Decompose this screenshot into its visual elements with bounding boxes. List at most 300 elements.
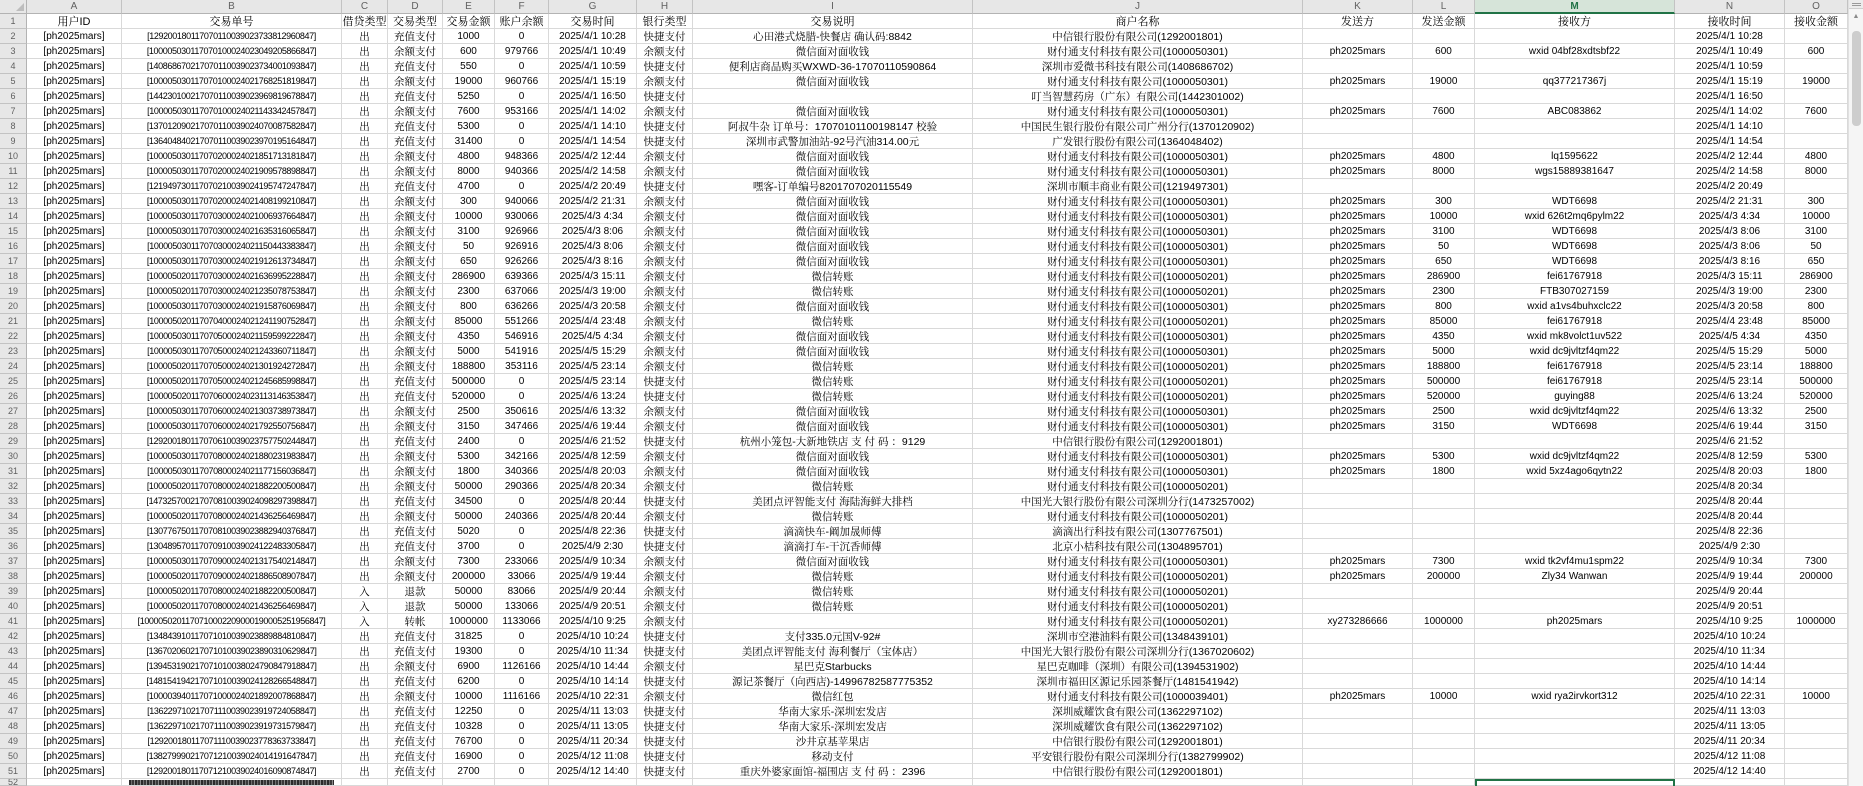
cell[interactable]: [100005030117070200024021909578898847] [122,164,342,179]
cell[interactable]: 2025/4/3 8:06 [1675,239,1785,254]
cell[interactable]: 800 [1785,299,1848,314]
header-cell[interactable]: 接收方 [1475,14,1675,29]
cell[interactable]: 财付通支付科技有限公司(1000050201) [973,569,1303,584]
cell[interactable]: 充值支付 [388,719,443,734]
cell[interactable]: 960766 [495,74,549,89]
cell[interactable]: 出 [342,539,388,554]
cell[interactable]: 50 [1413,239,1475,254]
cell[interactable]: 余额支付 [637,224,693,239]
cell[interactable]: 600 [443,44,495,59]
cell[interactable]: 0 [495,719,549,734]
cell[interactable]: wxid 5xz4ago6qytn22 [1475,464,1675,479]
cell[interactable]: 深圳市福田区源记乐园茶餐厅(1481541942) [973,674,1303,689]
cell[interactable]: 2025/4/10 11:34 [549,644,637,659]
row-number[interactable]: 34 [0,509,27,524]
cell[interactable]: ph2025mars [1303,689,1413,704]
cell[interactable]: 充值支付 [388,494,443,509]
cell[interactable]: 600 [1785,44,1848,59]
cell[interactable] [1413,134,1475,149]
column-header-g[interactable]: G [549,0,637,14]
cell[interactable]: 50000 [443,479,495,494]
cell[interactable]: 出 [342,314,388,329]
cell[interactable]: 微信面对面收钱 [693,239,973,254]
cell[interactable]: 叮当智慧药房（广东）有限公司(1442301002) [973,89,1303,104]
row-number[interactable]: 13 [0,194,27,209]
cell[interactable]: 2025/4/9 2:30 [1675,539,1785,554]
cell[interactable]: 微信面对面收钱 [693,44,973,59]
cell[interactable]: ph2025mars [1303,224,1413,239]
cell[interactable]: 余额支付 [388,194,443,209]
cell[interactable]: 出 [342,179,388,194]
cell[interactable]: xy273286666 [1303,614,1413,629]
cell[interactable]: 2025/4/10 10:24 [549,629,637,644]
cell[interactable]: 2025/4/5 23:14 [1675,359,1785,374]
cell[interactable] [973,779,1303,786]
cell[interactable]: 充值支付 [388,704,443,719]
cell[interactable]: 2025/4/3 20:58 [1675,299,1785,314]
cell[interactable] [1785,644,1848,659]
cell[interactable]: 快捷支付 [637,749,693,764]
cell[interactable]: 2025/4/8 22:36 [549,524,637,539]
cell[interactable]: 85000 [1413,314,1475,329]
cell[interactable]: 财付通支付科技有限公司(1000050201) [973,284,1303,299]
header-cell[interactable]: 交易说明 [693,14,973,29]
cell[interactable]: 33066 [495,569,549,584]
cell[interactable]: 3150 [1785,419,1848,434]
cell[interactable]: 3150 [1413,419,1475,434]
cell[interactable]: 10000 [1413,689,1475,704]
row-number[interactable]: 9 [0,134,27,149]
cell[interactable]: 0 [495,629,549,644]
cell[interactable]: 充值支付 [388,119,443,134]
cell[interactable]: 余额支付 [637,584,693,599]
cell[interactable]: [100005020117070800024021882200500847] [122,584,342,599]
cell[interactable]: 2025/4/9 20:51 [549,599,637,614]
cell[interactable]: [1000050201170710002209000190005251956847] [122,614,342,629]
cell[interactable] [1413,509,1475,524]
cell[interactable]: 2025/4/1 10:28 [549,29,637,44]
cell[interactable]: 2025/4/1 14:54 [549,134,637,149]
cell[interactable]: 财付通支付科技有限公司(1000050301) [973,329,1303,344]
cell[interactable]: 余额支付 [637,209,693,224]
vertical-scrollbar[interactable] [1848,0,1863,786]
cell[interactable]: 2025/4/1 16:50 [1675,89,1785,104]
cell[interactable]: 微信面对面收钱 [693,554,973,569]
cell[interactable]: [100005030117070600024021303738973847] [122,404,342,419]
cell[interactable]: 阿叔牛杂 订单号：17070101100198147 校验 [693,119,973,134]
cell[interactable]: 0 [495,644,549,659]
cell[interactable]: 出 [342,749,388,764]
cell[interactable]: 2025/4/9 2:30 [549,539,637,554]
cell[interactable]: 快捷支付 [637,494,693,509]
cell[interactable]: 余额支付 [637,614,693,629]
cell[interactable] [1785,749,1848,764]
cell[interactable]: ph2025mars [1303,419,1413,434]
cell[interactable]: 2025/4/2 12:44 [549,149,637,164]
cell[interactable]: 12250 [443,704,495,719]
cell[interactable]: 200000 [1413,569,1475,584]
cell[interactable]: 926966 [495,224,549,239]
cell[interactable]: 财付通支付科技有限公司(1000050301) [973,164,1303,179]
cell[interactable] [1475,599,1675,614]
row-number[interactable]: 16 [0,239,27,254]
row-number[interactable]: 2 [0,29,27,44]
cell[interactable]: wxid dc9jvltzf4qm22 [1475,449,1675,464]
row-number[interactable]: 30 [0,449,27,464]
cell[interactable]: 中国光大银行股份有限公司深圳分行(1473257002) [973,494,1303,509]
row-number[interactable]: 19 [0,284,27,299]
cell[interactable]: 4350 [1785,329,1848,344]
cell[interactable]: 2025/4/5 23:14 [549,374,637,389]
scrollbar-split-handle[interactable] [1849,0,1863,9]
cell[interactable] [1785,734,1848,749]
cell[interactable]: 2025/4/12 11:08 [1675,749,1785,764]
cell[interactable] [1785,179,1848,194]
cell[interactable]: 滴滴打车-干沉香师傅 [693,539,973,554]
cell[interactable]: 0 [495,89,549,104]
cell[interactable]: ph2025mars [1303,254,1413,269]
cell[interactable]: 2025/4/3 19:00 [1675,284,1785,299]
cell[interactable] [1785,659,1848,674]
cell[interactable] [1413,674,1475,689]
cell[interactable]: 出 [342,224,388,239]
cell[interactable]: 财付通支付科技有限公司(1000050201) [973,269,1303,284]
cell[interactable] [1475,764,1675,779]
cell[interactable]: 0 [495,59,549,74]
cell[interactable]: 嘿客-订单编号8201707020115549 [693,179,973,194]
cell[interactable]: 2025/4/11 13:05 [1675,719,1785,734]
cell[interactable]: 2025/4/1 14:02 [1675,104,1785,119]
cell[interactable]: 2025/4/11 20:34 [1675,734,1785,749]
cell[interactable]: [100005030117070100024021143342457847] [122,104,342,119]
cell[interactable]: 出 [342,404,388,419]
cell[interactable] [693,89,973,104]
cell[interactable]: 出 [342,134,388,149]
cell[interactable]: 188800 [1785,359,1848,374]
cell[interactable]: 1000000 [1785,614,1848,629]
row-number[interactable]: 6 [0,89,27,104]
cell[interactable]: 2025/4/8 20:44 [549,509,637,524]
cell[interactable]: 2025/4/9 10:34 [549,554,637,569]
cell[interactable]: [100005030117070900024021317540214847] [122,554,342,569]
row-number[interactable]: 42 [0,629,27,644]
row-number[interactable]: 5 [0,74,27,89]
cell[interactable] [1413,584,1475,599]
cell[interactable]: 2025/4/10 22:31 [1675,689,1785,704]
cell[interactable]: ph2025mars [1303,359,1413,374]
cell[interactable]: 1800 [1785,464,1848,479]
cell[interactable] [1475,734,1675,749]
cell[interactable]: 出 [342,119,388,134]
cell[interactable]: 微信面对面收钱 [693,329,973,344]
cell[interactable]: 2500 [1785,404,1848,419]
cell[interactable]: 2025/4/3 8:06 [1675,224,1785,239]
cell[interactable] [1785,719,1848,734]
cell[interactable]: 5000 [1413,344,1475,359]
cell[interactable] [1413,434,1475,449]
cell[interactable]: [ph2025mars] [27,179,122,194]
cell[interactable]: 中国光大银行股份有限公司深圳分行(1367020602) [973,644,1303,659]
cell[interactable]: 2025/4/3 15:11 [549,269,637,284]
column-header-e[interactable]: E [443,0,495,14]
cell[interactable]: 快捷支付 [637,29,693,44]
cell[interactable]: 4800 [1413,149,1475,164]
cell[interactable]: 2025/4/10 9:25 [1675,614,1785,629]
cell[interactable]: 2025/4/1 10:28 [1675,29,1785,44]
row-number[interactable]: 12 [0,179,27,194]
cell[interactable] [1303,494,1413,509]
cell[interactable] [1475,629,1675,644]
cell[interactable]: wxid rya2irvkort312 [1475,689,1675,704]
cell[interactable]: 微信面对面收钱 [693,449,973,464]
cell[interactable] [342,779,388,786]
cell[interactable]: [100005030117070800024021880231983847] [122,449,342,464]
cell[interactable]: 出 [342,74,388,89]
cell[interactable] [495,779,549,786]
cell[interactable]: 入 [342,614,388,629]
cell[interactable]: [ph2025mars] [27,389,122,404]
cell[interactable]: [ph2025mars] [27,674,122,689]
cell[interactable]: qq377217367j [1475,74,1675,89]
cell[interactable]: 2025/4/10 14:14 [1675,674,1785,689]
cell[interactable] [1475,539,1675,554]
cell[interactable]: 余额支付 [388,464,443,479]
cell[interactable]: [129200180117071110039023778363733847] [122,734,342,749]
cell[interactable]: 2025/4/6 13:32 [549,404,637,419]
cell[interactable]: 充值支付 [388,539,443,554]
cell[interactable]: lq1595622 [1475,149,1675,164]
cell[interactable]: [ph2025mars] [27,599,122,614]
cell[interactable]: [ph2025mars] [27,629,122,644]
cell[interactable] [1413,524,1475,539]
cell[interactable]: wxid dc9jvltzf4qm22 [1475,404,1675,419]
cell[interactable]: 出 [342,194,388,209]
header-cell[interactable]: 发送方 [1303,14,1413,29]
cell[interactable] [1413,749,1475,764]
cell[interactable]: 充值支付 [388,749,443,764]
cell[interactable]: 余额支付 [637,554,693,569]
cell[interactable] [1475,29,1675,44]
cell[interactable] [1785,524,1848,539]
row-number[interactable]: 20 [0,299,27,314]
row-number[interactable]: 39 [0,584,27,599]
cell[interactable] [1413,479,1475,494]
cell[interactable]: 286900 [1785,269,1848,284]
cell[interactable]: 出 [342,449,388,464]
cell[interactable] [1303,59,1413,74]
header-cell[interactable]: 接收金额 [1785,14,1848,29]
cell[interactable]: 财付通支付科技有限公司(1000050301) [973,299,1303,314]
cell[interactable]: 出 [342,284,388,299]
cell[interactable]: 便利店商品购买WXWD-36-17070110590864 [693,59,973,74]
cell[interactable] [1303,509,1413,524]
cell[interactable]: [ph2025mars] [27,239,122,254]
cell[interactable]: ph2025mars [1303,404,1413,419]
cell[interactable]: 1116166 [495,689,549,704]
cell[interactable] [1413,539,1475,554]
row-number[interactable]: 8 [0,119,27,134]
cell[interactable]: 19300 [443,644,495,659]
cell[interactable]: 沙井京基苹果店 [693,734,973,749]
cell[interactable]: [100005020117070800024021436256469847] [122,509,342,524]
cell[interactable]: [ph2025mars] [27,194,122,209]
cell[interactable]: 余额支付 [388,44,443,59]
cell[interactable] [1413,59,1475,74]
cell[interactable]: 50000 [443,584,495,599]
cell[interactable]: 微信面对面收钱 [693,344,973,359]
cell[interactable]: 0 [495,539,549,554]
column-header-h[interactable]: H [637,0,693,14]
cell[interactable]: 3700 [443,539,495,554]
cell[interactable]: 华南大家乐-深圳宏发店 [693,704,973,719]
cell[interactable]: 出 [342,59,388,74]
scroll-up-arrow-icon[interactable]: ▲ [1852,12,1860,20]
cell[interactable]: ph2025mars [1303,299,1413,314]
cell[interactable]: Zly34 Wanwan [1475,569,1675,584]
cell[interactable]: fei61767918 [1475,374,1675,389]
cell[interactable]: [136229710217071110039023919724058847] [122,704,342,719]
cell[interactable] [1475,59,1675,74]
cell[interactable]: 余额支付 [388,104,443,119]
cell[interactable]: 520000 [1785,389,1848,404]
cell[interactable]: 深圳市武警加油站-92号汽油314.00元 [693,134,973,149]
cell[interactable]: [ph2025mars] [27,224,122,239]
cell[interactable] [1785,629,1848,644]
cell[interactable]: 19000 [443,74,495,89]
cell[interactable]: 4350 [443,329,495,344]
cell[interactable]: 余额支付 [637,569,693,584]
cell[interactable]: 0 [495,119,549,134]
cell[interactable]: 2025/4/1 14:10 [549,119,637,134]
cell[interactable]: 快捷支付 [637,119,693,134]
cell[interactable] [1413,494,1475,509]
cell[interactable] [1475,89,1675,104]
cell[interactable]: 财付通支付科技有限公司(1000050301) [973,44,1303,59]
cell[interactable]: 85000 [443,314,495,329]
cell[interactable]: ABC083862 [1475,104,1675,119]
row-number[interactable]: 25 [0,374,27,389]
cell[interactable] [1303,434,1413,449]
cell[interactable] [1675,779,1785,786]
header-cell[interactable]: 交易单号 [122,14,342,29]
cell[interactable] [1475,494,1675,509]
cell[interactable]: 出 [342,554,388,569]
cell[interactable]: ph2025mars [1303,194,1413,209]
cell[interactable]: [ph2025mars] [27,524,122,539]
cell[interactable]: 200000 [1785,569,1848,584]
cell[interactable]: 余额支付 [637,689,693,704]
cell[interactable] [1303,629,1413,644]
cell[interactable]: [100005020117070300024021235078753847] [122,284,342,299]
cell[interactable]: 余额支付 [637,299,693,314]
cell[interactable]: 2025/4/1 16:50 [549,89,637,104]
scrollbar-thumb[interactable] [1852,31,1861,126]
cell[interactable]: 微信面对面收钱 [693,254,973,269]
cell[interactable]: [ph2025mars] [27,734,122,749]
cell[interactable]: [100005030117070800024021177156036847] [122,464,342,479]
cell[interactable]: 余额支付 [637,149,693,164]
cell[interactable]: [ph2025mars] [27,284,122,299]
cell[interactable]: [100005030117070200024021408199210847] [122,194,342,209]
cell[interactable]: wxid dc9jvltzf4qm22 [1475,344,1675,359]
row-number[interactable]: 17 [0,254,27,269]
cell[interactable]: FTB307027159 [1475,284,1675,299]
cell[interactable] [1475,584,1675,599]
cell[interactable]: [ph2025mars] [27,74,122,89]
cell[interactable]: [ph2025mars] [27,314,122,329]
cell[interactable]: 2025/4/9 19:44 [549,569,637,584]
cell[interactable]: [136229710217071110039023919731579847] [122,719,342,734]
cell[interactable]: fei61767918 [1475,359,1675,374]
cell[interactable]: 2025/4/1 14:54 [1675,134,1785,149]
cell[interactable]: 余额支付 [388,299,443,314]
header-cell[interactable]: 接收时间 [1675,14,1785,29]
cell[interactable]: [100005030117070100024021768251819847] [122,74,342,89]
cell[interactable]: 华南大家乐-深圳宏发店 [693,719,973,734]
cell[interactable] [388,779,443,786]
cell[interactable]: 2025/4/12 14:40 [549,764,637,779]
cell[interactable]: 1800 [443,464,495,479]
cell[interactable] [1475,179,1675,194]
cell[interactable]: [ph2025mars] [27,644,122,659]
cell[interactable]: [100003940117071000024021892007868847] [122,689,342,704]
cell[interactable]: 650 [1413,254,1475,269]
cell[interactable]: [ph2025mars] [27,494,122,509]
cell[interactable]: 余额支付 [388,254,443,269]
header-cell[interactable]: 商户名称 [973,14,1303,29]
cell[interactable]: 347466 [495,419,549,434]
cell[interactable]: 2025/4/9 20:44 [1675,584,1785,599]
header-cell[interactable]: 交易类型 [388,14,443,29]
cell[interactable]: 深圳市空港油料有限公司(1348439101) [973,629,1303,644]
cell[interactable]: [136702060217071010039023890310629847] [122,644,342,659]
cell[interactable]: [100005030117070300024021912613734847] [122,254,342,269]
cell[interactable]: 0 [495,134,549,149]
cell[interactable]: ph2025mars [1303,464,1413,479]
cell[interactable]: 滴滴出行科技有限公司(1307767501) [973,524,1303,539]
cell[interactable] [1785,119,1848,134]
row-number[interactable]: 23 [0,344,27,359]
cell[interactable]: 8000 [443,164,495,179]
cell[interactable]: 余额支付 [388,269,443,284]
cell[interactable]: [ph2025mars] [27,434,122,449]
cell[interactable]: 余额支付 [388,689,443,704]
cell[interactable]: 快捷支付 [637,179,693,194]
row-number[interactable]: 27 [0,404,27,419]
cell[interactable]: 出 [342,434,388,449]
cell[interactable] [1303,89,1413,104]
cell[interactable]: 2025/4/3 8:16 [549,254,637,269]
row-number[interactable]: 21 [0,314,27,329]
cell[interactable] [1785,494,1848,509]
cell[interactable]: 2025/4/6 19:44 [549,419,637,434]
cell[interactable]: 188800 [1413,359,1475,374]
cell[interactable]: 2700 [443,764,495,779]
cell[interactable]: 财付通支付科技有限公司(1000050301) [973,209,1303,224]
cell[interactable]: [ph2025mars] [27,689,122,704]
cell[interactable]: 余额支付 [388,404,443,419]
cell[interactable]: 微信转账 [693,284,973,299]
cell[interactable]: 2025/4/8 20:34 [549,479,637,494]
cell[interactable]: 余额支付 [637,314,693,329]
cell[interactable]: 2025/4/3 19:00 [549,284,637,299]
cell[interactable]: 微信转账 [693,389,973,404]
cell[interactable]: 19000 [1785,74,1848,89]
cell[interactable]: 50 [443,239,495,254]
cell[interactable]: 2025/4/1 15:19 [1675,74,1785,89]
cell[interactable]: 520000 [443,389,495,404]
cell[interactable]: 财付通支付科技有限公司(1000050301) [973,194,1303,209]
